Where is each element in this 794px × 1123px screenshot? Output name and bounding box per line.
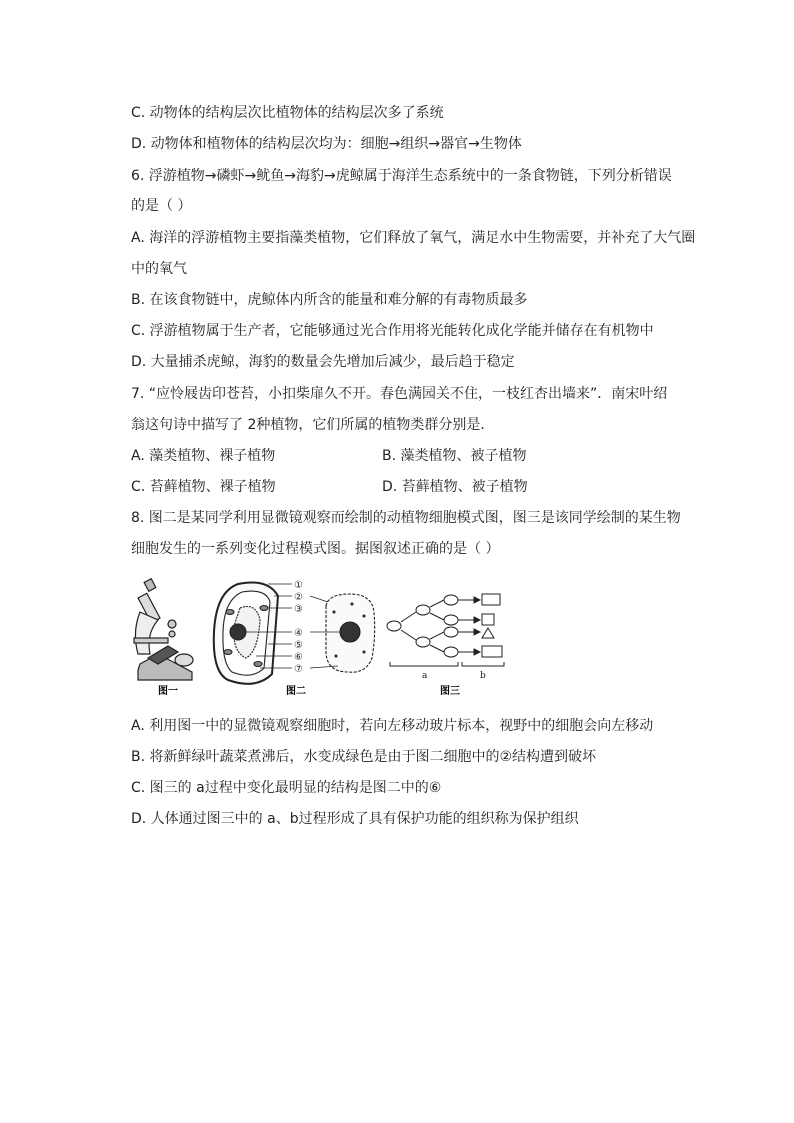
process-a-label: a — [422, 671, 428, 681]
q8-figure — [128, 572, 508, 702]
q6-option-a-line2: 中的氧气 — [131, 261, 187, 277]
q8-option-c: C. 图三的 a过程中变化最明显的结构是图二中的⑥ — [131, 780, 442, 796]
q7-option-b: B. 藻类植物、被子植物 — [382, 448, 527, 464]
label-5: ⑤ — [294, 640, 303, 651]
q6-option-c: C. 浮游植物属于生产者，它能够通过光合作用将光能转化成化学能并储存在有机物中 — [131, 323, 654, 339]
label-6: ⑥ — [294, 652, 303, 663]
q6-stem-line1: 6. 浮游植物→磷虾→鱿鱼→海豹→虎鲸属于海洋生态系统中的一条食物链，下列分析错误 — [131, 168, 672, 184]
label-1: ① — [294, 580, 303, 591]
q7-option-d: D. 苔藓植物、被子植物 — [382, 479, 528, 495]
q7-stem-line1: 7. “应怜屐齿印苍苔，小扣柴扉久不开。春色满园关不住，一枝红杏出墙来”．南宋叶绍 — [131, 386, 668, 402]
q8-stem-line1: 8. 图二是某同学利用显微镜观察而绘制的动植物细胞模式图，图三是该同学绘制的某生物 — [131, 510, 681, 526]
microscope-illustration — [134, 579, 193, 680]
q7-stem-line2: 翁这句诗中描写了 2种植物，它们所属的植物类群分别是． — [131, 417, 495, 433]
figure-2-caption: 图二 — [286, 686, 306, 697]
q6-stem-line2: 的是（ ） — [131, 198, 192, 214]
q7-option-a: A. 藻类植物、裸子植物 — [131, 448, 276, 464]
figure-3-caption: 图三 — [440, 686, 460, 697]
q5-option-c: C. 动物体的结构层次比植物体的结构层次多了系统 — [131, 105, 444, 121]
q7-option-c: C. 苔藓植物、裸子植物 — [131, 479, 276, 495]
figure-1-caption: 图一 — [158, 686, 178, 697]
q8-stem-line2: 细胞发生的一系列变化过程模式图。据图叙述正确的是（ ） — [131, 541, 500, 557]
label-4: ④ — [294, 628, 303, 639]
q6-option-d: D. 大量捕杀虎鲸，海豹的数量会先增加后减少，最后趋于稳定 — [131, 354, 515, 370]
q8-option-b: B. 将新鲜绿叶蔬菜煮沸后，水变成绿色是由于图二细胞中的②结构遭到破坏 — [131, 749, 597, 765]
process-b-label: b — [480, 671, 486, 681]
label-7: ⑦ — [294, 664, 303, 675]
q8-option-a: A. 利用图一中的显微镜观察细胞时，若向左移动玻片标本，视野中的细胞会向左移动 — [131, 718, 654, 734]
q6-option-a-line1: A. 海洋的浮游植物主要指藻类植物，它们释放了氧气，满足水中生物需要，并补充了大气圈 — [131, 230, 696, 246]
plant-cell-diagram — [214, 583, 278, 684]
q8-option-d: D. 人体通过图三中的 a、b过程形成了具有保护功能的组织称为保护组织 — [131, 811, 579, 827]
q6-option-b: B. 在该食物链中，虎鲸体内所含的能量和难分解的有毒物质最多 — [131, 292, 528, 308]
animal-cell-diagram — [326, 594, 375, 672]
label-3: ③ — [294, 604, 303, 615]
q5-option-d: D. 动物体和植物体的结构层次均为：细胞→组织→器官→生物体 — [131, 136, 522, 152]
cell-process-diagram — [387, 594, 504, 666]
label-2: ② — [294, 592, 303, 603]
